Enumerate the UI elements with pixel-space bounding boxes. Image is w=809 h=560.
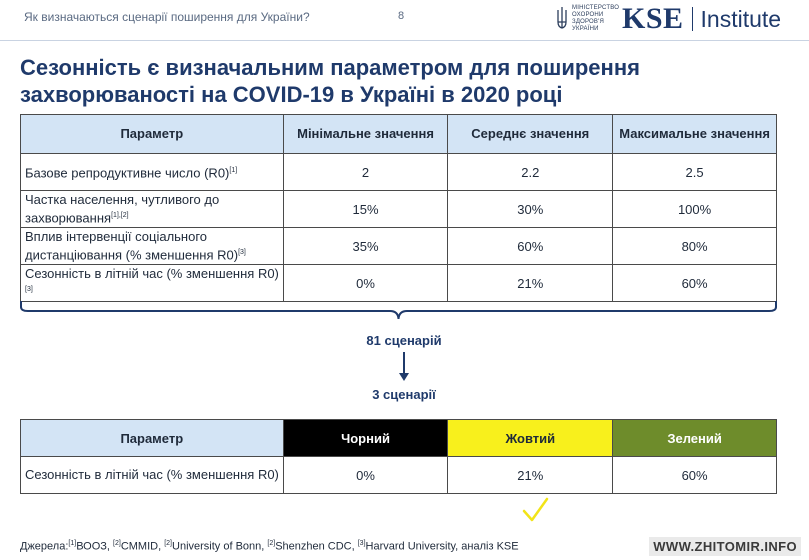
source-item: ВООЗ, xyxy=(76,540,114,553)
cell-min: 35% xyxy=(283,228,448,265)
row-label xyxy=(21,154,284,191)
reference-mark: [1] xyxy=(68,540,77,547)
scenarios-3-label: 3 сценарії xyxy=(372,387,436,402)
table-row xyxy=(21,228,777,265)
scenarios-81-label: 81 сценарій xyxy=(366,333,442,348)
cell-max: 80% xyxy=(613,228,777,265)
combination-bracket xyxy=(20,301,777,321)
header-green-scenario: Зелений xyxy=(613,420,777,457)
kse-institute-text: Institute xyxy=(700,5,782,32)
breadcrumb: Як визначаються сценарії поширення для України? xyxy=(24,10,310,24)
source-item: University of Bonn, xyxy=(172,540,268,553)
page-title: Сезонність є визначальним параметром для поширення захворюваності на COVID-19 в Україні в 2020 році xyxy=(20,55,640,107)
sources-prefix: Джерела: xyxy=(20,540,69,553)
reference-mark: [2] xyxy=(164,540,173,547)
scenarios-table xyxy=(20,419,777,494)
header-yellow-scenario: Жовтий xyxy=(448,420,613,457)
row-label-text: Базове репродуктивне число (R0) xyxy=(25,165,230,181)
cell-min: 15% xyxy=(283,191,448,228)
header-parameter: Параметр xyxy=(21,115,284,154)
table-header-row xyxy=(21,115,777,154)
row-label-text: Сезонність в літній час (% зменшення R0) xyxy=(25,265,279,281)
cell-yellow: 21% xyxy=(448,457,613,494)
sources-footnote xyxy=(20,540,519,553)
cell-min: 2 xyxy=(283,154,448,191)
table-row xyxy=(21,265,777,302)
source-item: Shenzhen CDC, xyxy=(275,540,358,553)
cell-avg: 60% xyxy=(448,228,613,265)
cell-min: 0% xyxy=(283,265,448,302)
cell-avg: 30% xyxy=(448,191,613,228)
reference-mark: [1] xyxy=(229,166,238,174)
source-item: CMMID, xyxy=(120,540,165,553)
row-label-text: Частка населення, чутливого до захворювання xyxy=(25,191,220,226)
reference-mark: [3] xyxy=(25,285,33,293)
row-label xyxy=(21,265,284,302)
reference-mark: [1],[2] xyxy=(111,211,129,219)
page-number: 8 xyxy=(398,10,405,22)
parameters-table xyxy=(20,114,777,302)
kse-logo xyxy=(622,2,781,36)
reference-mark: [3] xyxy=(357,540,366,547)
kse-logo-text: KSE xyxy=(622,2,684,35)
table-row xyxy=(21,154,777,191)
row-label-text: Вплив інтервенції соціального дистанціювання (% зменшення R0) xyxy=(25,228,239,263)
logo-divider xyxy=(692,7,693,31)
cell-max: 100% xyxy=(613,191,777,228)
cell-max: 60% xyxy=(613,265,777,302)
row-label: Сезонність в літній час (% зменшення R0) xyxy=(21,457,284,494)
cell-green: 60% xyxy=(613,457,777,494)
checkmark-icon xyxy=(521,497,549,523)
table-header-row xyxy=(21,420,777,457)
header-black-scenario: Чорний xyxy=(283,420,448,457)
header-parameter: Параметр xyxy=(21,420,284,457)
table-row xyxy=(21,457,777,494)
cell-avg: 21% xyxy=(448,265,613,302)
reference-mark: [2] xyxy=(267,540,276,547)
cell-black: 0% xyxy=(283,457,448,494)
header-divider xyxy=(0,40,809,41)
header-min: Мінімальне значення xyxy=(283,115,448,154)
cell-max: 2.5 xyxy=(613,154,777,191)
reference-mark: [3] xyxy=(238,248,246,256)
ministry-logo xyxy=(556,4,620,38)
top-bar xyxy=(0,0,809,40)
header-avg: Середнє значення xyxy=(448,115,613,154)
ministry-text: МІНІСТЕРСТВО ОХОРОНИ ЗДОРОВ'Я УКРАЇНИ xyxy=(572,5,620,32)
header-max: Максимальне значення xyxy=(613,115,777,154)
source-item: Harvard University, аналіз KSE xyxy=(365,540,519,553)
row-label xyxy=(21,228,284,265)
cell-avg: 2.2 xyxy=(448,154,613,191)
trident-icon xyxy=(556,6,568,32)
site-watermark: WWW.ZHITOMIR.INFO xyxy=(649,537,801,556)
table-row xyxy=(21,191,777,228)
reference-mark: [2] xyxy=(113,540,121,547)
arrow-down-icon xyxy=(398,352,410,382)
row-label xyxy=(21,191,284,228)
